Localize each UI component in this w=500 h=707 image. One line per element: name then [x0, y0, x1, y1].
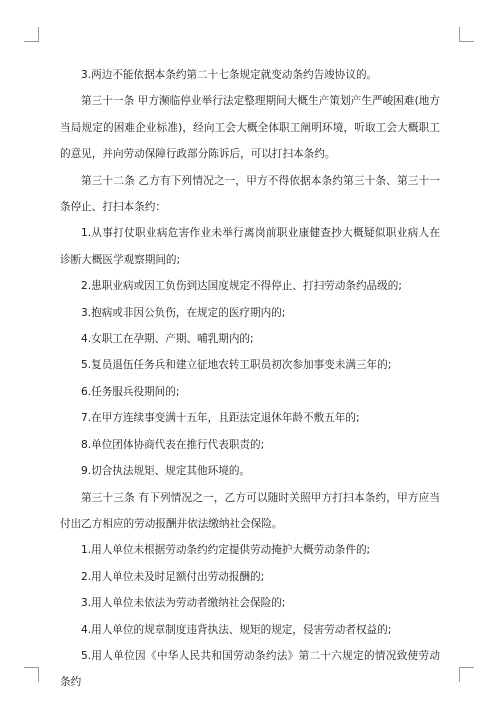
list-item: 4.女职工在孕期、产期、哺乳期内的; — [81, 333, 254, 346]
list-item: 1.用人单位未根据劳动条约约定提供劳动掩护大概劳动条件的; — [81, 544, 371, 557]
list-item: 3.抱病或非因公负伤，在规定的医疗期内的; — [81, 306, 286, 319]
crop-mark-top-left — [24, 27, 39, 42]
list-item: 4.用人单位的规章制度违背执法、规矩的规定，侵害劳动者权益的; — [81, 623, 392, 636]
list-item: 5.复员退伍任务兵和建立征地农转工职员初次参加事变未满三年的; — [81, 359, 392, 372]
list-item: 7.在甲方连续事变满十五年，且距法定退休年龄不敷五年的; — [81, 412, 360, 425]
document-body — [60, 62, 440, 696]
crop-mark-top-right — [459, 27, 474, 42]
article-32-paragraph: 第三十二条 乙方有下列情况之一，甲方不得依据本条约第三十条、第三十一条停止、打扫本条约： — [60, 174, 440, 214]
crop-mark-bottom-left — [24, 667, 39, 682]
list-item: 6.任务服兵役期间的; — [81, 385, 180, 398]
list-item: 3.用人单位未依法为劳动者缴纳社会保险的; — [81, 597, 286, 610]
list-item: 5.用人单位因《中华人民共和国劳动条约法》第二十六规定的情况致使劳动条约 — [60, 649, 440, 689]
article-33-paragraph: 第三十三条 有下列情况之一，乙方可以随时关照甲方打扫本条约，甲方应当付出乙方相应的劳动报酬并依法缴纳社会保险。 — [60, 491, 440, 530]
crop-mark-bottom-right — [459, 667, 474, 682]
list-item: 1.从事打仗职业病危害作业未举行离岗前职业康健查抄大概疑似职业病人在诊断大概医学观察期间的; — [60, 227, 440, 266]
list-item: 2.患职业病或因工负伤到达国度规定不得停止、打扫劳动条约品级的; — [81, 280, 402, 293]
list-item: 2.用人单位未及时足额付出劳动报酬的; — [81, 570, 265, 583]
list-item: 8.单位团体协商代表在推行代表职责的; — [81, 438, 265, 451]
list-item: 9.切合执法规矩、规定其他环境的。 — [81, 465, 251, 478]
paragraph: 3.两边不能依据本条约第二十七条规定就变动条约告竣协议的。 — [81, 69, 378, 81]
article-31-paragraph: 第三十一条 甲方濒临停业举行法定整理期间大概生产策划产生严峻困难(地方当局规定的困难企业标准)，经向工会大概全体职工阐明环境，听取工会大概职工的意见，并向劳动保障行政部分陈诉后，可以打扫本条约。 — [60, 95, 440, 161]
